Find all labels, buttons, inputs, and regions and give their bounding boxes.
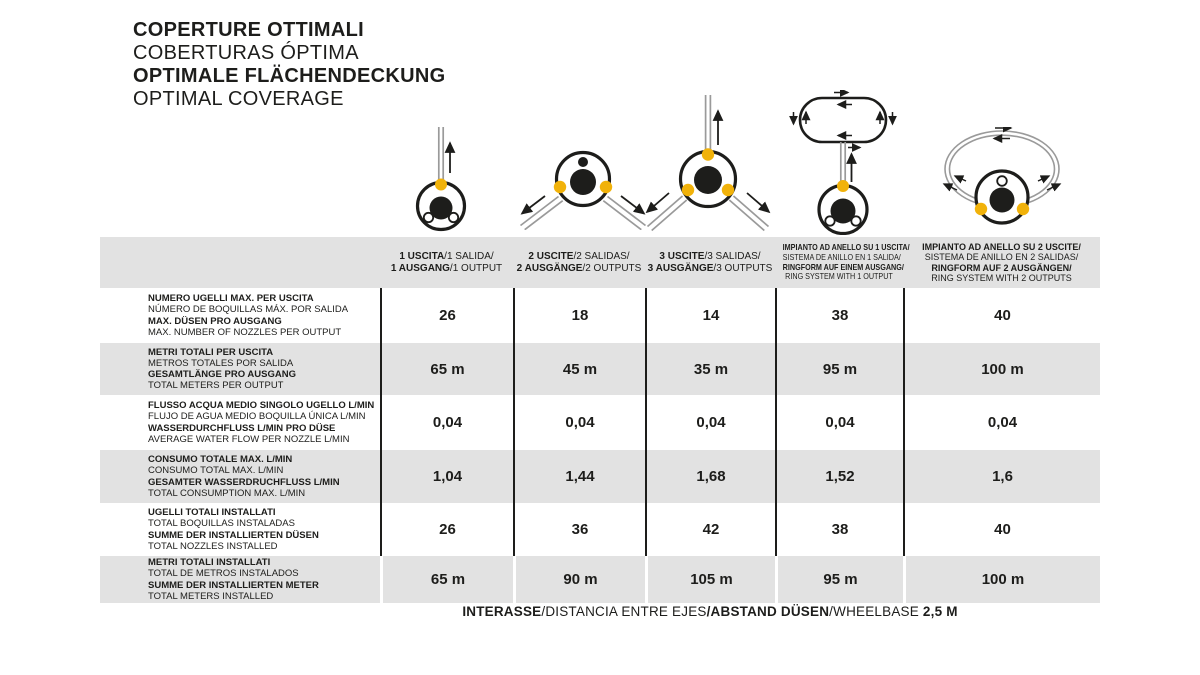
value-cell: 100 m: [903, 556, 1100, 603]
value-cell: 26: [380, 503, 513, 556]
value-cell: 1,04: [380, 450, 513, 503]
value-cell: 95 m: [775, 343, 903, 395]
column-header-2-outputs: 2 USCITE/2 SALIDAS/ 2 AUSGÄNGE/2 OUTPUTS: [516, 250, 642, 274]
row-total-nozzles-installed: [100, 503, 1100, 556]
column-header-3-outputs: 3 USCITE/3 SALIDAS/ 3 AUSGÄNGE/3 OUTPUTS: [647, 250, 773, 274]
value-cell: 45 m: [513, 343, 645, 395]
value-cell: 0,04: [513, 395, 645, 450]
row-average-water-flow-per-nozzle: [100, 395, 1100, 450]
value-cell: 100 m: [903, 343, 1100, 395]
title-line-english: OPTIMAL COVERAGE: [133, 88, 344, 110]
row-total-meters-per-output: [100, 343, 1100, 395]
column-header-1-output: 1 USCITA/1 SALIDA/ 1 AUSGANG/1 OUTPUT: [390, 250, 503, 274]
value-cell: 38: [775, 288, 903, 343]
title-line-spanish: COBERTURAS ÓPTIMA: [133, 42, 359, 64]
ring-system-2-outputs-icon: [937, 127, 1067, 229]
two-outputs-icon: [513, 146, 653, 230]
table-header-row: [100, 237, 1100, 288]
value-cell: 0,04: [903, 395, 1100, 450]
single-output-icon: [391, 127, 491, 232]
coverage-table: [100, 237, 1100, 603]
row-label: METRI TOTALI INSTALLATI TOTAL DE METROS INSTALADOS SUMME DER INSTALLIERTEN METER TOTAL METERS INSTALLED: [148, 557, 319, 602]
value-cell: 26: [380, 288, 513, 343]
value-cell: 90 m: [513, 556, 645, 603]
wheelbase-note: INTERASSE/DISTANCIA ENTRE EJES/ABSTAND DÜSEN/WHEELBASE 2,5 M: [462, 604, 958, 619]
title-line-german: OPTIMALE FLÄCHENDECKUNG: [133, 65, 446, 87]
ring-system-1-output-icon: [788, 90, 898, 235]
value-cell: 18: [513, 288, 645, 343]
value-cell: 1,52: [775, 450, 903, 503]
column-header-ring-1-output: IMPIANTO AD ANELLO SU 1 USCITA/ SISTEMA DE ANILLO EN 1 SALIDA/ RINGFORM AUF EINEM AUSGANG/ RING SYSTEM WITH 1 OUTPUT: [782, 243, 910, 282]
row-max-nozzles-per-output: [100, 288, 1100, 343]
value-cell: 65 m: [380, 556, 513, 603]
value-cell: 105 m: [645, 556, 775, 603]
value-cell: 1,44: [513, 450, 645, 503]
value-cell: 42: [645, 503, 775, 556]
row-label: FLUSSO ACQUA MEDIO SINGOLO UGELLO L/MIN FLUJO DE AGUA MEDIO BOQUILLA ÚNICA L/MIN WASSERDURCHFLUSS L/MIN PRO DÜSE AVERAGE WATER FLOW PER NOZZLE L/MIN: [148, 400, 375, 445]
row-label: CONSUMO TOTALE MAX. L/MIN CONSUMO TOTAL MAX. L/MIN GESAMTER WASSERDRUCHFLUSS L/MIN TOTAL CONSUMPTION MAX. L/MIN: [148, 454, 340, 499]
value-cell: 1,6: [903, 450, 1100, 503]
value-cell: 95 m: [775, 556, 903, 603]
row-label: METRI TOTALI PER USCITA METROS TOTALES POR SALIDA GESAMTLÄNGE PRO AUSGANG TOTAL METERS PER OUTPUT: [148, 346, 296, 392]
row-total-meters-installed: [100, 556, 1100, 603]
value-cell: 0,04: [775, 395, 903, 450]
value-cell: 35 m: [645, 343, 775, 395]
system-diagrams: [0, 0, 1200, 237]
value-cell: 36: [513, 503, 645, 556]
row-total-consumption-max: [100, 450, 1100, 503]
three-outputs-icon: [638, 93, 778, 235]
value-cell: 40: [903, 288, 1100, 343]
value-cell: 1,68: [645, 450, 775, 503]
value-cell: 0,04: [645, 395, 775, 450]
column-header-ring-2-outputs: IMPIANTO AD ANELLO SU 2 USCITE/ SISTEMA DE ANILLO EN 2 SALIDAS/ RINGFORM AUF 2 AUSGÄNGEN/ RING SYSTEM WITH 2 OUTPUTS: [922, 241, 1081, 283]
value-cell: 38: [775, 503, 903, 556]
header-spacer: [100, 237, 380, 288]
value-cell: 0,04: [380, 395, 513, 450]
value-cell: 14: [645, 288, 775, 343]
value-cell: 65 m: [380, 343, 513, 395]
title-line-italian: COPERTURE OTTIMALI: [133, 19, 364, 41]
row-label: UGELLI TOTALI INSTALLATI TOTAL BOQUILLAS INSTALADAS SUMME DER INSTALLIERTEN DÜSEN TOTAL NOZZLES INSTALLED: [148, 507, 319, 552]
value-cell: 40: [903, 503, 1100, 556]
row-label: NUMERO UGELLI MAX. PER USCITA NÚMERO DE BOQUILLAS MÁX. POR SALIDA MAX. DÜSEN PRO AUSGANG MAX. NUMBER OF NOZZLES PER OUTPUT: [148, 293, 349, 338]
